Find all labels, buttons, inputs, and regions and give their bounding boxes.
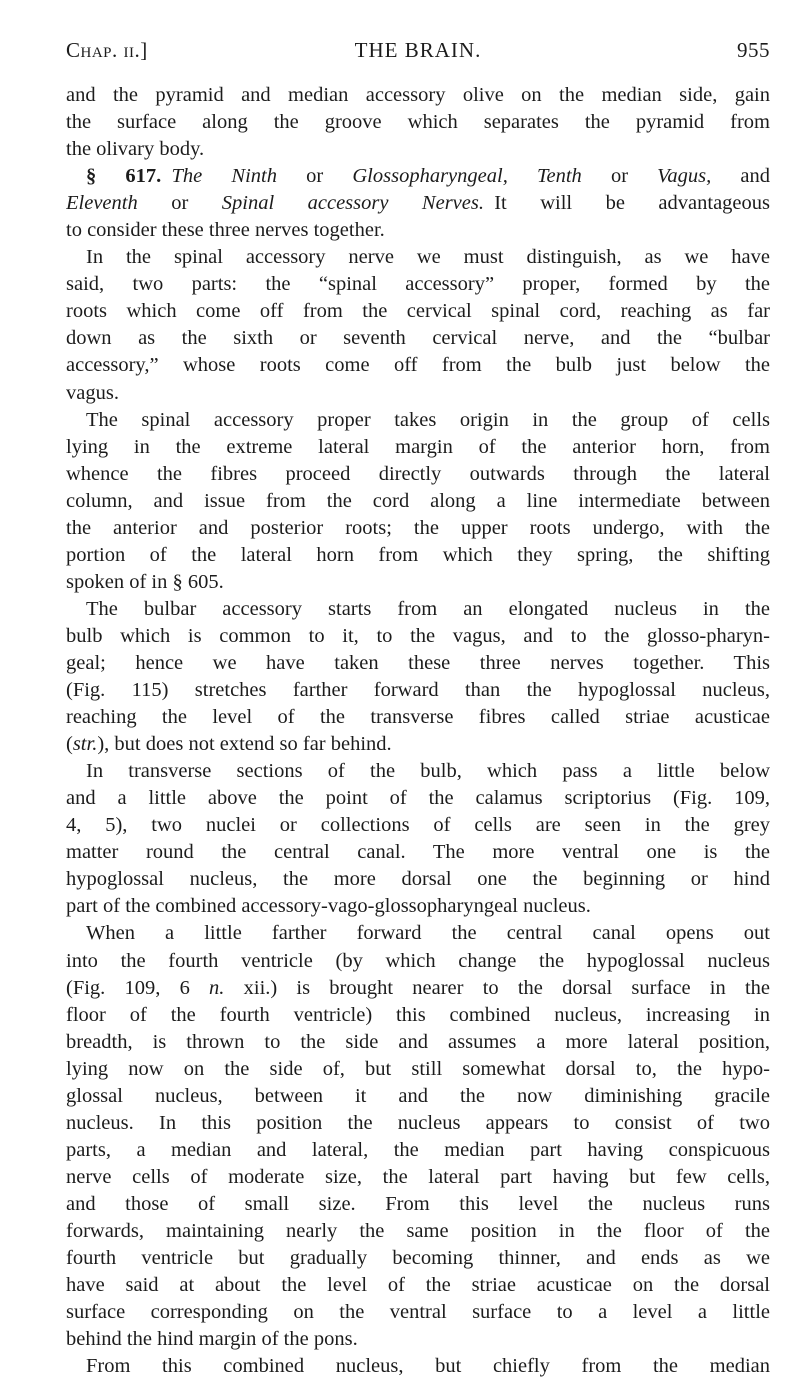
running-title: THE BRAIN.	[354, 38, 482, 62]
text-line: In transverse sections of the bulb, which pass a little below	[86, 760, 770, 783]
text-line: accessory,” whose roots come off from the bulb just below the	[66, 354, 770, 377]
text-line: 4, 5), two nuclei or collections of cells are seen in the grey	[66, 814, 770, 837]
text-line: roots which come off from the cervical spinal cord, reaching as far	[66, 300, 770, 323]
text-line: the anterior and posterior roots; the upper roots undergo, with the	[66, 516, 770, 539]
body-text	[66, 82, 770, 1380]
nerve-name-eleventh: Eleventh	[66, 192, 138, 215]
text-line: lying in the extreme lateral margin of the anterior horn, from	[66, 435, 770, 458]
text-line: forwards, maintaining nearly the same position in the floor of the	[66, 1219, 770, 1242]
text-line: From this combined nucleus, but chiefly from the median	[86, 1355, 770, 1378]
text-line: lying now on the side of, but still somewhat dorsal to, the hypo-	[66, 1057, 770, 1080]
nerve-name-glosso: Glossopharyngeal, Tenth	[352, 165, 582, 188]
section-heading-line: § 617. The Ninth or Glossopharyngeal, Tenth or Vagus, and	[86, 165, 770, 188]
text-line: matter round the central canal. The more ventral one is the	[66, 841, 770, 864]
text-line: and a little above the point of the calamus scriptorius (Fig. 109,	[66, 787, 770, 810]
text-line: fourth ventricle but gradually becoming thinner, and ends as we	[66, 1247, 770, 1270]
text-line: In the spinal accessory nerve we must distinguish, as we have	[86, 246, 770, 269]
text-line: part of the combined accessory-vago-glossopharyngeal nucleus.	[66, 895, 591, 918]
text-line: and the pyramid and median accessory olive on the median side, gain	[66, 84, 770, 106]
text-line: parts, a median and lateral, the median part having conspicuous	[66, 1138, 770, 1161]
text-line: bulb which is common to it, to the vagus, and to the glosso-pharyn-	[66, 624, 770, 647]
text-line: the olivary body.	[66, 138, 205, 161]
chapter-label: Chap. ii.]	[66, 38, 148, 62]
text-line: breadth, is thrown to the side and assumes a more lateral position,	[66, 1030, 770, 1053]
text-line: and those of small size. From this level the nucleus runs	[66, 1192, 770, 1215]
text-line: said, two parts: the “spinal accessory” proper, formed by the	[66, 273, 770, 296]
running-header	[66, 26, 770, 62]
text-line: portion of the lateral horn from which they spring, the shifting	[66, 543, 770, 566]
text-line: geal; hence we have taken these three nerves together. This	[66, 651, 770, 674]
section-number: § 617.	[86, 165, 162, 188]
nerve-name-spinal: Spinal accessory Nerves.	[221, 192, 484, 215]
text-line: (Fig. 109, 6 n. xii.) is brought nearer to the dorsal surface in the	[66, 976, 770, 999]
text-line: into the fourth ventricle (by which change the hypoglossal nucleus	[66, 949, 770, 972]
page-number: 955	[737, 38, 770, 62]
text-line: vagus.	[66, 381, 119, 404]
text-line: When a little farther forward the central canal opens out	[86, 922, 770, 945]
text-line: (Fig. 115) stretches farther forward than the hypoglossal nucleus,	[66, 679, 770, 702]
text-line: The spinal accessory proper takes origin in the group of cells	[86, 408, 770, 431]
text-line: whence the fibres proceed directly outwards through the lateral	[66, 462, 770, 485]
text-line: nerve cells of moderate size, the lateral part having but few cells,	[66, 1165, 770, 1188]
text-line: to consider these three nerves together.	[66, 219, 385, 242]
text-line: reaching the level of the transverse fibres called striae acusticae	[66, 706, 770, 729]
text-line: spoken of in § 605.	[66, 570, 224, 593]
text-line: The bulbar accessory starts from an elongated nucleus in the	[86, 597, 770, 620]
text-line: the surface along the groove which separates the pyramid from	[66, 111, 770, 134]
text-line: (str.), but does not extend so far behind.	[66, 733, 392, 756]
text-line: column, and issue from the cord along a line intermediate between	[66, 489, 770, 512]
text-line: floor of the fourth ventricle) this combined nucleus, increasing in	[66, 1003, 770, 1026]
abbrev-str: str.	[72, 733, 98, 756]
text-line: glossal nucleus, between it and the now diminishing gracile	[66, 1084, 770, 1107]
text-line: surface corresponding on the ventral surface to a level a little	[66, 1301, 770, 1324]
text-line: have said at about the level of the striae acusticae on the dorsal	[66, 1274, 770, 1297]
nerve-name-ninth: The Ninth	[171, 165, 277, 188]
abbrev-n: n.	[209, 976, 225, 999]
section-heading-line: Eleventh or Spinal accessory Nerves. It will be advantageous	[66, 192, 770, 215]
text-line: down as the sixth or seventh cervical nerve, and the “bulbar	[66, 327, 770, 350]
text-line: hypoglossal nucleus, the more dorsal one the beginning or hind	[66, 868, 770, 891]
nerve-name-vagus: Vagus,	[657, 165, 712, 188]
text-line: behind the hind margin of the pons.	[66, 1328, 358, 1351]
book-page	[66, 26, 770, 62]
text-line: nucleus. In this position the nucleus appears to consist of two	[66, 1111, 770, 1134]
